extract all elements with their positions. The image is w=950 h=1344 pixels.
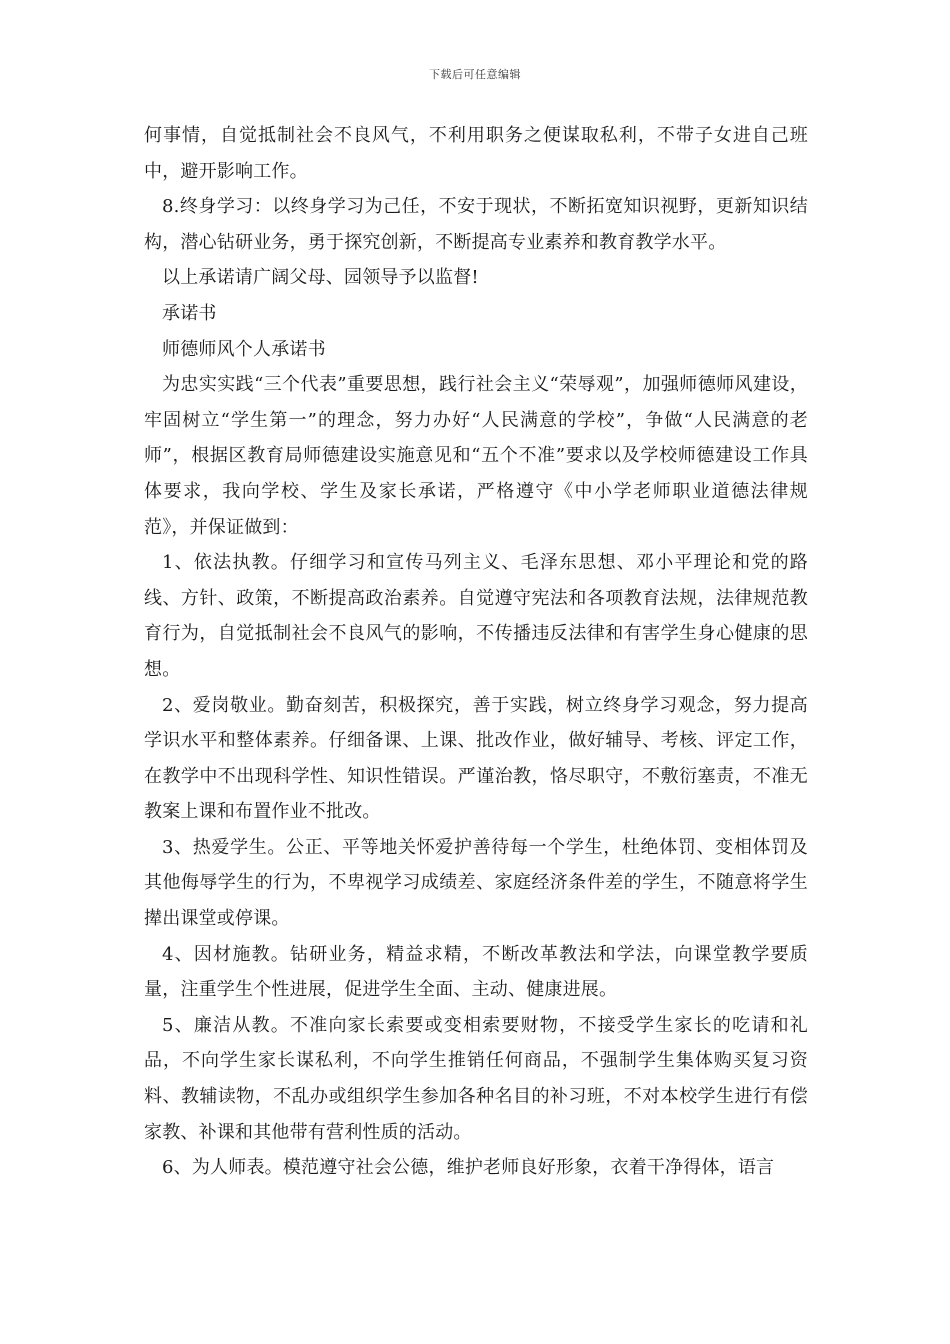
paragraph: 8.终身学习：以终身学习为己任，不安于现状，不断拓宽知识视野，更新知识结构，潜心钻研业务，勇于探究创新，不断提高专业素养和教育教学水平。 (144, 196, 808, 253)
paragraph: 3、热爱学生。公正、平等地关怀爱护善待每一个学生，杜绝体罚、变相体罚及其他侮辱学生的行为，不卑视学习成绩差、家庭经济条件差的学生，不随意将学生撵出课堂或停课。 (144, 836, 808, 930)
paragraph: 1、依法执教。仔细学习和宣传马列主义、毛泽东思想、邓小平理论和党的路线、方针、政策，不断提高政治素养。自觉遵守宪法和各项教育法规，法律规范教育行为，自觉抵制社会不良风气的影响，不传播违反法律和有害学生身心健康的思想。 (144, 552, 808, 680)
paragraph: 4、因材施教。钻研业务，精益求精，不断改革教法和学法，向课堂教学要质量，注重学生个性进展，促进学生全面、主动、健康进展。 (144, 943, 808, 1001)
paragraph: 5、廉洁从教。不准向家长索要或变相索要财物，不接受学生家长的吃请和礼品，不向学生家长谋私利，不向学生推销任何商品，不强制学生集体购买复习资料、教辅读物，不乱办或组织学生参加各种名目的补习班，不对本校学生进行有偿家教、补课和其他带有营利性质的活动。 (144, 1014, 808, 1143)
document-body (144, 118, 808, 1186)
paragraph: 2、爱岗敬业。勤奋刻苦，积极探究，善于实践，树立终身学习观念，努力提高学识水平和整体素养。仔细备课、上课、批改作业，做好辅导、考核、评定工作，在教学中不出现科学性、知识性错误。严谨治教，恪尽职守，不敷衍塞责，不准无教案上课和布置作业不批改。 (144, 694, 808, 823)
paragraph: 6、为人师表。模范遵守社会公德，维护老师良好形象，衣着干净得体，语言 (162, 1157, 775, 1179)
paragraph: 何事情，自觉抵制社会不良风气，不利用职务之便谋取私利，不带子女进自己班中，避开影响工作。 (144, 125, 808, 182)
section-title: 承诺书 (162, 302, 217, 324)
page-header: 下载后可任意编辑 (429, 68, 521, 81)
paragraph: 为忠实实践“三个代表”重要思想，践行社会主义“荣辱观”，加强师德师风建设，牢固树立“学生第一”的理念，努力办好“人民满意的学校”，争做“人民满意的老师”，根据区教育局师德建设实施意见和“五个不准”要求以及学校师德建设工作具体要求，我向学校、学生及家长承诺，严格遵守《中小学老师职业道德法律规范》，并保证做到： (144, 374, 808, 538)
document-title: 师德师风个人承诺书 (162, 338, 326, 360)
paragraph: 以上承诺请广阔父母、园领导予以监督! (162, 267, 479, 289)
